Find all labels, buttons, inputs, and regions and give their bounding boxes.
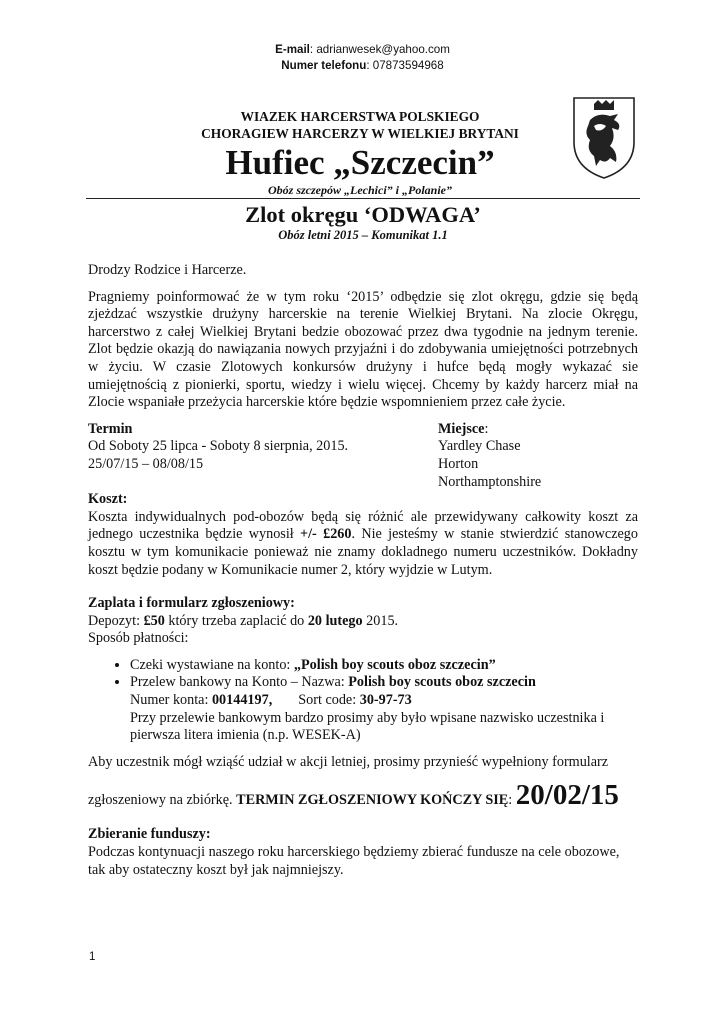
depozyt-year: 2015. <box>362 612 399 629</box>
termin-line2: 25/07/15 – 08/08/15 <box>88 455 204 472</box>
koszt-text-b: . Nie jesteśmy w stanie stwierdzić stanowczego kosztu w tym komunikacie ponieważ nie znamy dokladnego numeru uczestników. Dokładny koszt będzie podany w Komunikacie numer 2, który wyjdzie w Lutym. <box>88 526 638 578</box>
header-divider <box>86 198 640 199</box>
sposob-line: Sposób płatności: <box>88 630 189 647</box>
hufiec-title: Hufiec „Szczecin” <box>225 143 495 182</box>
depozyt-amount: £50 <box>143 612 165 629</box>
griffin-crest-icon <box>570 90 638 180</box>
org-line1: WIAZEK HARCERSTWA POLSKIEGO <box>240 109 480 124</box>
miejsce-column <box>438 421 638 491</box>
termin-line1: Od Soboty 25 lipca - Soboty 8 sierpnia, 2015. <box>88 438 349 455</box>
list-item-cheque <box>130 657 638 675</box>
organization-header <box>120 108 600 197</box>
deadline-date: 20/02/15 <box>515 779 619 812</box>
miejsce-heading-line <box>438 421 638 439</box>
sort-code: 30-97-73 <box>359 692 412 709</box>
email-label: E-mail <box>275 43 310 56</box>
intro-paragraph: Pragniemy poinformować że w tym roku ‘2015’ odbędzie się zlot okręgu, gdzie się będą zjeżdzać wszystkie drużyny harcerskie na terenie Wielkiej Brytani. Na zlocie Okręgu, harcerstwo z całej Wielkiej Brytani bedzie obozować przez dwa tygodnie na jednym terenie. Zlot będzie okazją do nawiązania nowych przyjaźni i do zdobywania umiejętności potrzebnych w życiu. W czasie Zlotowych konkursów drużyny i hufce będą mogły wykazać sie umiejętnością z pionierki, sportu, wiedzy i wielu więcej. Chcemy by każdy harcerz miał na Zlocie wspaniałe przeżycia harcerskie które będzie wspomnieniem przez całe życie. <box>88 288 638 411</box>
page-number: 1 <box>89 951 96 963</box>
koszt-paragraph <box>88 509 638 579</box>
miejsce-line2: Horton <box>438 455 479 472</box>
depozyt-text: który trzeba zaplacić do <box>164 612 308 629</box>
account-number-label: Numer konta: <box>130 692 212 709</box>
zaplata-heading: Zaplata i formularz zgłoszeniowy: <box>88 595 295 612</box>
email-line <box>0 42 725 58</box>
koszt-heading: Koszt: <box>88 491 128 508</box>
deadline-colon: : <box>508 792 516 809</box>
event-title: Zlot okręgu ‘ODWAGA’ <box>245 202 481 227</box>
payment-methods-list <box>88 657 638 745</box>
transfer-note: Przy przelewie bankowym bardzo prosimy aby było wpisane nazwisko uczestnika i pierwsza litera imienia (n.p. WESEK-A) <box>130 709 605 744</box>
depozyt-label: Depozyt: <box>88 612 144 629</box>
transfer-account-name: Polish boy scouts oboz szczecin <box>348 674 536 691</box>
submit-line1: Aby uczestnik mógł wziąść udział w akcji letniej, prosimy przynieść wypełniony formularz <box>88 753 609 770</box>
phone-value: : 07873594968 <box>366 59 444 72</box>
phone-line <box>0 58 725 74</box>
submit-text: zgłoszeniowy na zbiórkę. <box>88 792 237 809</box>
letter-body <box>88 262 638 879</box>
submit-line2 <box>88 781 638 810</box>
list-item-transfer <box>130 674 638 744</box>
cheque-label: Czeki wystawiane na konto: <box>130 656 294 673</box>
transfer-label: Przelew bankowy na Konto – Nazwa: <box>130 674 349 691</box>
contact-block <box>0 42 725 74</box>
account-number: 00144197, <box>211 692 273 709</box>
sort-code-label: Sort code: <box>298 692 360 709</box>
phone-label: Numer telefonu <box>281 59 367 72</box>
miejsce-colon: : <box>484 420 489 437</box>
deadline-label: TERMIN ZGŁOSZENIOWY KOŃCZY SIĘ <box>236 792 509 809</box>
termin-heading: Termin <box>88 420 133 437</box>
org-line2: CHORAGIEW HARCERZY W WIELKIEJ BRYTANI <box>201 126 519 141</box>
cheque-account-name: „Polish boy scouts oboz szczecin” <box>293 656 496 673</box>
oboz-subtitle: Obóz szczepów „Lechici” i „Polanie” <box>268 183 452 197</box>
miejsce-heading: Miejsce <box>438 420 485 437</box>
miejsce-line1: Yardley Chase <box>438 438 521 455</box>
fundusze-heading: Zbieranie funduszy: <box>88 826 211 843</box>
depozyt-line <box>88 613 638 631</box>
account-details <box>130 692 638 710</box>
depozyt-date: 20 lutego <box>307 612 363 629</box>
date-location-block <box>88 421 638 491</box>
koszt-text-a: Koszta indywidualnych pod-obozów będą się różnić ale przewidywany całkowity koszt za jednego uczestnika będzie wynosił <box>88 508 638 543</box>
koszt-amount: +/- £260 <box>300 526 352 543</box>
event-header <box>86 201 640 243</box>
greeting: Drodzy Rodzice i Harcerze. <box>88 262 247 278</box>
fundusze-paragraph: Podczas kontynuacji naszego roku harcerskiego będziemy zbierać fundusze na cele obozowe, tak aby ostateczny koszt był jak najmniejszy. <box>88 844 620 878</box>
event-subtitle: Obóz letni 2015 – Komunikat 1.1 <box>278 228 448 242</box>
termin-column <box>88 421 438 491</box>
email-value: : adrianwesek@yahoo.com <box>309 43 450 56</box>
miejsce-line3: Northamptonshire <box>438 473 542 490</box>
